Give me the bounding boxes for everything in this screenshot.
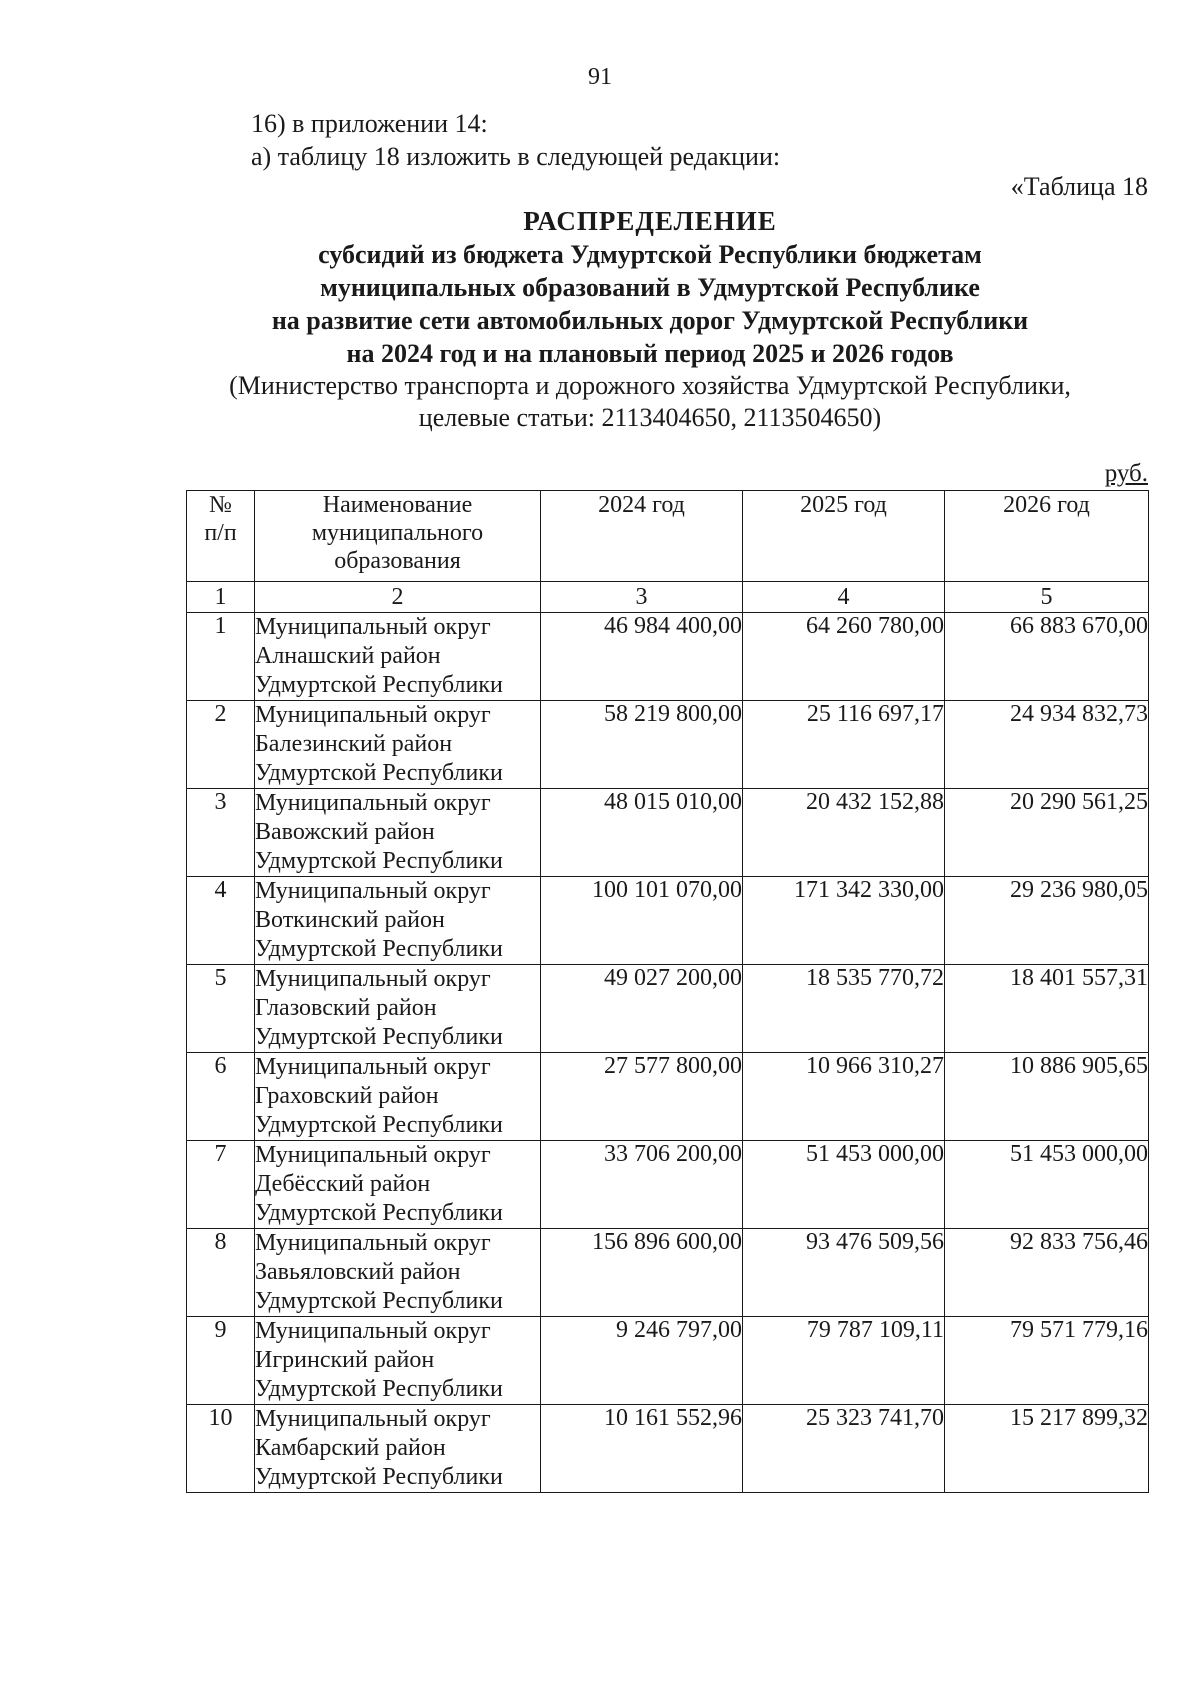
amount-2025: 18 535 770,72 <box>743 965 945 1053</box>
municipality-name-line-1: Муниципальный округ <box>255 1054 491 1080</box>
municipality-name-line-1: Муниципальный округ <box>255 614 491 640</box>
municipality-name-line-1: Муниципальный округ <box>255 790 491 816</box>
municipality-name-line-3: Удмуртской Республики <box>255 848 503 874</box>
municipality-name-line-1: Муниципальный округ <box>255 1406 491 1432</box>
municipality-name <box>255 1229 541 1317</box>
amount-2026: 20 290 561,25 <box>945 789 1149 877</box>
municipality-name-line-3: Удмуртской Республики <box>255 936 503 962</box>
amount-2026: 10 886 905,65 <box>945 1053 1149 1141</box>
municipality-name-line-2: Алнашский район <box>255 643 441 669</box>
amount-2025: 64 260 780,00 <box>743 613 945 701</box>
amount-2025: 79 787 109,11 <box>743 1317 945 1405</box>
row-number: 8 <box>187 1229 255 1317</box>
heading-ministry: (Министерство транспорта и дорожного хозяйства Удмуртской Республики, <box>229 371 1071 400</box>
amount-2025: 10 966 310,27 <box>743 1053 945 1141</box>
row-number: 5 <box>187 965 255 1053</box>
row-number: 2 <box>187 701 255 789</box>
municipality-name <box>255 1405 541 1493</box>
municipality-name-line-2: Воткинский район <box>255 907 445 933</box>
municipality-name-line-1: Муниципальный округ <box>255 966 491 992</box>
column-index: 5 <box>945 582 1149 613</box>
intro-item-a: а) таблицу 18 изложить в следующей редакции: <box>251 142 781 171</box>
amount-2025: 20 432 152,88 <box>743 789 945 877</box>
amount-2024: 27 577 800,00 <box>541 1053 743 1141</box>
municipality-name <box>255 613 541 701</box>
amount-2026: 15 217 899,32 <box>945 1405 1149 1493</box>
municipality-name <box>255 1141 541 1229</box>
municipality-name-line-3: Удмуртской Республики <box>255 1288 503 1314</box>
amount-2024: 100 101 070,00 <box>541 877 743 965</box>
header-name-line-3: образования <box>334 548 461 574</box>
amount-2025: 171 342 330,00 <box>743 877 945 965</box>
amount-2024: 10 161 552,96 <box>541 1405 743 1493</box>
intro-item-16: 16) в приложении 14: <box>251 109 488 138</box>
municipality-name-line-3: Удмуртской Республики <box>255 1376 503 1402</box>
column-index-row <box>187 582 1149 613</box>
table-row <box>187 877 1149 965</box>
table-row <box>187 965 1149 1053</box>
municipality-name-line-1: Муниципальный округ <box>255 1142 491 1168</box>
row-number: 9 <box>187 1317 255 1405</box>
header-2025: 2025 год <box>743 491 945 582</box>
amount-2026: 92 833 756,46 <box>945 1229 1149 1317</box>
municipality-name-line-2: Балезинский район <box>255 731 453 757</box>
municipality-name <box>255 789 541 877</box>
amount-2025: 25 323 741,70 <box>743 1405 945 1493</box>
amount-2024: 46 984 400,00 <box>541 613 743 701</box>
amount-2024: 58 219 800,00 <box>541 701 743 789</box>
header-num-abbr: п/п <box>204 520 237 546</box>
table-header-row <box>187 491 1149 582</box>
amount-2026: 18 401 557,31 <box>945 965 1149 1053</box>
amount-2024: 33 706 200,00 <box>541 1141 743 1229</box>
municipality-name-line-3: Удмуртской Республики <box>255 1464 503 1490</box>
amount-2026: 51 453 000,00 <box>945 1141 1149 1229</box>
municipality-name-line-1: Муниципальный округ <box>255 878 491 904</box>
amount-2024: 48 015 010,00 <box>541 789 743 877</box>
row-number: 1 <box>187 613 255 701</box>
municipality-name-line-1: Муниципальный округ <box>255 1230 491 1256</box>
municipality-name-line-2: Вавожский район <box>255 819 435 845</box>
municipality-name <box>255 965 541 1053</box>
amount-2025: 25 116 697,17 <box>743 701 945 789</box>
column-index: 3 <box>541 582 743 613</box>
municipality-name <box>255 701 541 789</box>
column-index: 4 <box>743 582 945 613</box>
table-row <box>187 789 1149 877</box>
municipality-name-line-3: Удмуртской Республики <box>255 672 503 698</box>
municipality-name-line-2: Камбарский район <box>255 1435 446 1461</box>
amount-2024: 9 246 797,00 <box>541 1317 743 1405</box>
row-number: 4 <box>187 877 255 965</box>
heading-title: РАСПРЕДЕЛЕНИЕ <box>523 206 777 236</box>
municipality-name-line-1: Муниципальный округ <box>255 1318 491 1344</box>
heading-line-1: субсидий из бюджета Удмуртской Республики бюджетам <box>318 240 982 269</box>
municipality-name <box>255 877 541 965</box>
municipality-name-line-3: Удмуртской Республики <box>255 1200 503 1226</box>
municipality-name-line-3: Удмуртской Республики <box>255 760 503 786</box>
amount-2026: 24 934 832,73 <box>945 701 1149 789</box>
row-number: 7 <box>187 1141 255 1229</box>
municipality-name-line-2: Граховский район <box>255 1083 439 1109</box>
municipality-name-line-2: Игринский район <box>255 1347 435 1373</box>
municipality-name-line-3: Удмуртской Республики <box>255 1112 503 1138</box>
amount-2025: 93 476 509,56 <box>743 1229 945 1317</box>
subsidy-table <box>186 490 1149 1493</box>
currency-unit: руб. <box>1104 460 1148 487</box>
municipality-name <box>255 1317 541 1405</box>
document-heading <box>150 204 1150 434</box>
heading-target-articles: целевые статьи: 2113404650, 2113504650) <box>418 403 882 432</box>
header-name-line-1: Наименование <box>322 492 473 518</box>
table-row <box>187 1229 1149 1317</box>
table-row <box>187 1317 1149 1405</box>
header-name-line-2: муниципального <box>311 520 484 546</box>
municipality-name-line-3: Удмуртской Республики <box>255 1024 503 1050</box>
municipality-name-line-1: Муниципальный округ <box>255 702 491 728</box>
table-row <box>187 701 1149 789</box>
header-name <box>255 491 541 582</box>
page-number: 91 <box>588 64 612 90</box>
header-num-symbol: № <box>209 492 232 518</box>
heading-line-2: муниципальных образований в Удмуртской Республике <box>320 273 980 302</box>
header-2024: 2024 год <box>541 491 743 582</box>
row-number: 10 <box>187 1405 255 1493</box>
column-index: 1 <box>187 582 255 613</box>
header-num <box>187 491 255 582</box>
header-2026: 2026 год <box>945 491 1149 582</box>
municipality-name-line-2: Дебёсский район <box>255 1171 431 1197</box>
municipality-name-line-2: Завьяловский район <box>255 1259 461 1285</box>
table-row <box>187 1405 1149 1493</box>
amount-2025: 51 453 000,00 <box>743 1141 945 1229</box>
amount-2026: 79 571 779,16 <box>945 1317 1149 1405</box>
table-row <box>187 1141 1149 1229</box>
amount-2026: 29 236 980,05 <box>945 877 1149 965</box>
row-number: 3 <box>187 789 255 877</box>
table-caption: «Таблица 18 <box>1010 172 1148 201</box>
heading-line-4: на 2024 год и на плановый период 2025 и 2026 годов <box>346 339 954 368</box>
table-row <box>187 613 1149 701</box>
table-row <box>187 1053 1149 1141</box>
amount-2026: 66 883 670,00 <box>945 613 1149 701</box>
heading-line-3: на развитие сети автомобильных дорог Удмуртской Республики <box>271 306 1029 335</box>
column-index: 2 <box>255 582 541 613</box>
amount-2024: 49 027 200,00 <box>541 965 743 1053</box>
amount-2024: 156 896 600,00 <box>541 1229 743 1317</box>
municipality-name <box>255 1053 541 1141</box>
row-number: 6 <box>187 1053 255 1141</box>
municipality-name-line-2: Глазовский район <box>255 995 437 1021</box>
